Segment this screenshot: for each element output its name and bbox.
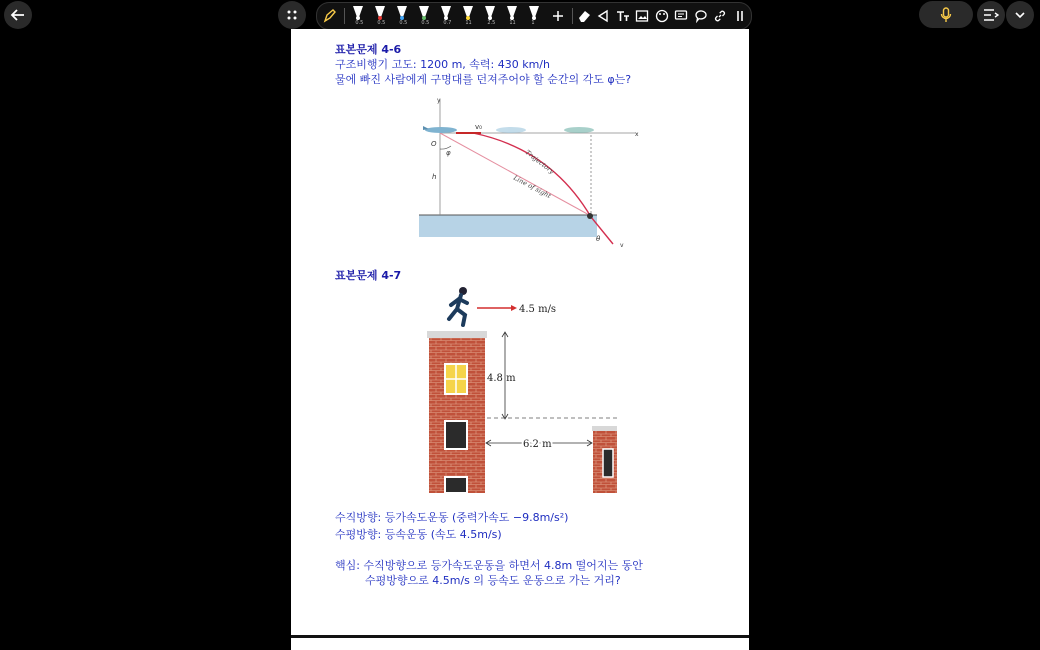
comment-button[interactable] <box>673 6 689 26</box>
next-page <box>291 638 749 650</box>
right-building-roof <box>592 426 617 431</box>
window-dark <box>445 421 467 449</box>
v-label: v <box>620 242 624 249</box>
pen-size-label: 0.5 <box>399 20 408 26</box>
v0-label: v₀ <box>475 123 482 131</box>
pen-size-label: 0.5 <box>421 20 430 26</box>
menu-button[interactable] <box>977 1 1005 29</box>
arrow-left-icon <box>10 7 26 23</box>
lasso-select-button[interactable] <box>595 6 611 26</box>
projectile-figure <box>291 89 749 259</box>
eraser-icon <box>577 9 591 23</box>
microphone-icon <box>940 7 952 23</box>
document-page <box>291 29 749 635</box>
height-label: 4.8 m <box>487 373 516 384</box>
window-dark-2 <box>445 477 467 493</box>
pen-tool-6[interactable] <box>461 4 475 28</box>
horizontal-motion-note: 수평방향: 등속운동 (속도 4.5m/s) <box>335 528 502 541</box>
running-man-icon <box>449 287 467 325</box>
key-point-line1: 핵심: 수직방향으로 등가속도운동을 하면서 4.8m 떨어지는 동안 <box>335 559 643 572</box>
window-right <box>603 449 613 477</box>
pencil-tool-button[interactable] <box>322 6 338 26</box>
problem-4-6-line2: 물에 빠진 사람에게 구명대를 던져주어야 할 순간의 각도 φ는? <box>335 73 632 86</box>
image-insert-button[interactable] <box>634 6 650 26</box>
voice-input-button[interactable] <box>919 1 973 28</box>
pause-icon <box>735 10 745 22</box>
pen-size-label: 0.5 <box>377 20 386 26</box>
image-icon <box>635 9 649 23</box>
link-button[interactable] <box>712 6 728 26</box>
speech-bubble-icon <box>694 9 708 23</box>
pen-toolbar <box>316 2 752 30</box>
collapse-button[interactable] <box>1006 1 1034 29</box>
pause-button[interactable] <box>732 6 748 26</box>
toolbar-divider <box>572 8 573 24</box>
left-building <box>429 333 485 493</box>
x-axis-label: x <box>635 131 639 138</box>
toolbar-divider <box>344 8 345 24</box>
grip-dots-icon <box>286 9 298 21</box>
origin-label: O <box>431 140 437 148</box>
left-building-roof <box>427 331 487 338</box>
list-menu-icon <box>983 8 999 22</box>
vertical-motion-note: 수직방향: 등가속도운동 (중력가속도 −9.8m/s²) <box>335 511 569 524</box>
chevron-down-icon <box>1014 10 1026 20</box>
swimmer-icon <box>587 213 593 219</box>
problem-4-7-title: 표본문제 4-7 <box>335 269 402 282</box>
pen-size-label: 11 <box>465 20 472 26</box>
palette-icon <box>655 9 669 23</box>
pen-tool-9[interactable] <box>527 4 541 28</box>
h-label: h <box>432 173 437 181</box>
pen-tool-1[interactable] <box>351 4 365 28</box>
speech-bubble-button[interactable] <box>693 6 709 26</box>
text-icon <box>616 9 630 23</box>
sticker-button[interactable] <box>654 6 670 26</box>
pen-tool-8[interactable] <box>505 4 519 28</box>
distance-label: 6.2 m <box>523 439 552 450</box>
trajectory-label: Trajectory <box>523 148 556 176</box>
pen-size-label: 2.5 <box>487 20 496 26</box>
text-tool-button[interactable] <box>615 6 631 26</box>
pen-size-label: 0.5 <box>355 20 364 26</box>
pen-size-label: 1 <box>531 20 535 26</box>
comment-icon <box>674 9 688 23</box>
pen-size-label: 0.7 <box>443 20 452 26</box>
problem-4-6-title: 표본문제 4-6 <box>335 43 402 56</box>
y-axis-label: y <box>437 97 441 104</box>
airplane-icon <box>423 126 457 133</box>
airplane-ghost-icon <box>496 127 594 133</box>
back-button[interactable] <box>4 1 32 29</box>
line-of-sight-label: Line of sight <box>512 173 553 201</box>
pen-tool-7[interactable] <box>483 4 497 28</box>
plus-icon <box>552 10 564 22</box>
speed-label: 4.5 m/s <box>519 304 557 315</box>
pen-tool-2[interactable] <box>373 4 387 28</box>
water-surface <box>419 215 597 237</box>
building-jump-figure <box>291 281 749 496</box>
toolbar-handle-button[interactable] <box>278 1 306 29</box>
pencil-icon <box>323 9 337 23</box>
phi-label: φ <box>446 149 451 157</box>
triangle-select-icon <box>596 9 610 23</box>
link-icon <box>713 9 727 23</box>
add-pen-button[interactable] <box>549 6 565 26</box>
theta-label: θ <box>596 235 601 243</box>
eraser-button[interactable] <box>576 6 592 26</box>
pen-tool-5[interactable] <box>439 4 453 28</box>
pen-tool-4[interactable] <box>417 4 431 28</box>
problem-4-6-line1: 구조비행기 고도: 1200 m, 속력: 430 km/h <box>335 58 550 71</box>
pen-tool-3[interactable] <box>395 4 409 28</box>
key-point-line2: 수평방향으로 4.5m/s 의 등속도 운동으로 가는 거리? <box>365 574 621 587</box>
pen-size-label: 11 <box>509 20 516 26</box>
